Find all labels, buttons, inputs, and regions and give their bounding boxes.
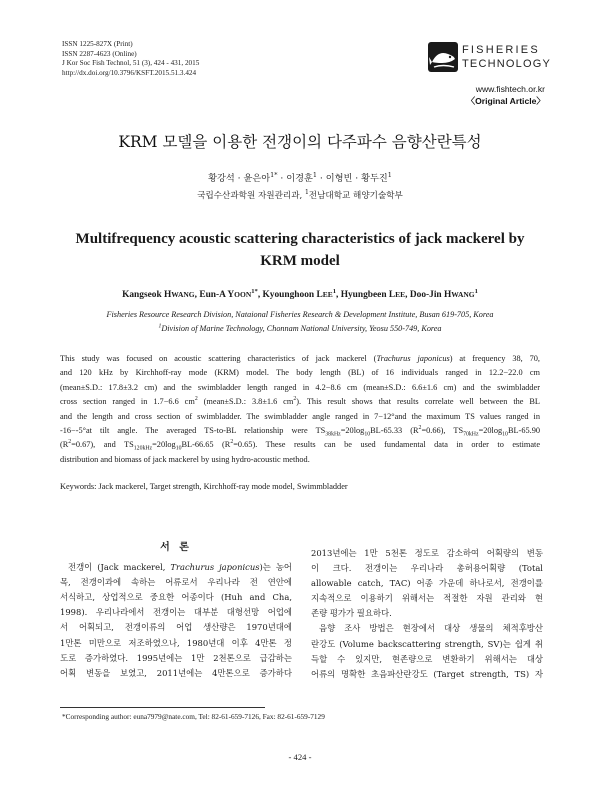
body-column-left: [60, 540, 292, 681]
affiliation-2: $^1$Division of Marine Technology, Chonnam National University, Yeosu 550-749, Korea: [158, 322, 442, 333]
journal-metadata: [62, 40, 199, 78]
body-line: 1998). 우리나라에서 전갱이는 대부분 대형선망 어업에: [60, 607, 292, 618]
abstract-line: and 120 kHz by Kirchhoff-ray mode (KRM) model. The body length (BL) of 16 individuals ranged in 12.2−22.0 cm: [60, 368, 540, 378]
body-line: allowable catch, TAC) 어종 가운데 하나로서, 전갱이를: [311, 578, 543, 589]
english-title: Multifrequency acoustic scattering characteristics of jack mackerel by KRM model: [75, 231, 525, 269]
corresponding-author-footnote: *Corresponding author: euna7979@nate.com, Tel: 82-61-659-7126, Fax: 82-61-659-7129: [62, 712, 325, 721]
doi-link[interactable]: http://dx.doi.org/10.3796/KSFT.2015.51.3.424: [62, 68, 197, 77]
abstract-line: cross section ranged in 1.7−6.6 $cm^2$ (mean±S.D.: 3.8±1.6 $cm^2$). This result shows that results correlate well between the BL: [60, 396, 540, 407]
abstract-line: $(R^2=0.67)$, and $TS_{120kHz}=20\log_{10}BL-66.65$ $(R^2=0.65)$. These results can be used fundamental data in order to estimate: [60, 439, 541, 453]
body-line: 도로 증가하였다. 1995년에는 1만 2천톤으로 급감하는: [60, 652, 292, 663]
english-authors: Kangseok HWANG, Eun-A $YOON^{1*}$, Kyounghoon LEE$^1$, Hyungbeen LEE, Doo-Jin HWANG$^1$: [122, 287, 478, 300]
abstract: [60, 352, 540, 467]
issn-online: ISSN 2287-4623 (Online): [62, 49, 137, 58]
body-line: 서 어획되고, 전갱이류의 어업 생산량은 1970년대에: [60, 622, 292, 633]
body-line: 2013년에는 1만 5천톤 정도로 감소하여 어획량의 변동: [311, 548, 543, 558]
body-line: 전갱이 (Jack mackerel, Trachurus japonicus)는 농어: [68, 562, 292, 573]
abstract-line: (mean±S.D.: 17.8±3.2 cm) and the swimbladder length ranged in 4.2−8.6 cm (mean±S.D.: 6.6±1.6 cm) and the swimbladder: [60, 382, 540, 392]
abstract-line: distribution and biomass of jack mackerel by using hydro-acoustic method.: [60, 454, 310, 464]
body-line: 존량 평가가 필요하다.: [311, 608, 392, 619]
page-number: - 424 -: [288, 752, 312, 762]
body-line: 목, 전갱이과에 속하는 어류로서 우리나라 전 연안에: [60, 577, 292, 588]
journal-logo: [428, 40, 552, 76]
issn-print: ISSN 1225-827X (Print): [62, 40, 133, 48]
footnote-divider: [60, 707, 265, 708]
body-line: 음향 조사 방법은 현장에서 대상 생물의 체적후방산: [319, 623, 543, 634]
affiliation-1: Fisheries Resource Research Division, Nataional Fisheries Research & Development Institute, Busan 619-705, Korea: [106, 310, 494, 319]
body-column-right: [311, 546, 543, 682]
journal-website[interactable]: www.fishtech.or.kr: [475, 84, 545, 94]
journal-citation: J Kor Soc Fish Technol, 51 (3), 424 - 431, 2015: [62, 59, 200, 68]
article-type: 〈Original Article〉: [466, 96, 545, 106]
logo-text-line2: TECHNOLOGY: [462, 58, 552, 70]
body-line: 어획 변동을 보였고, 2011년에는 4만톤으로 증가하다: [60, 667, 292, 678]
abstract-line: This study was focused on acoustic scattering characteristics of jack mackerel (Trachurus japonicus) at frequency 38, 70,: [60, 354, 540, 363]
body-line: 란강도 (Volume backscattering strength, SV)는 쉽게 취: [311, 638, 543, 649]
body-line: 1만톤 미만으로 저조하였으나, 1980년대 이후 4만톤 정: [60, 637, 292, 648]
body-line: 어류의 명확한 초음파산란강도 (Target strength, TS) 자: [311, 668, 543, 679]
body-line: 서식하고, 상업적으로 중요한 어종이다 (Huh and Cha,: [60, 592, 292, 603]
keywords: Keywords: Jack mackerel, Target strength, Kirchhoff-ray mode model, Swimmbladder: [60, 482, 348, 491]
body-line: 지속적으로 이용하기 위해서는 적절한 자원 관리와 현: [311, 593, 543, 604]
korean-affiliation: 국립수산과학원 자원관리과, $^1$전남대학교 해양기술학부: [197, 189, 403, 201]
abstract-line: and the length and cross section of swimbladder. The swimbladder angle ranged in 7−12°and the maximum TS values ranged in: [60, 411, 540, 421]
abstract-line: -16−-5°at tilt angle. The averaged TS-to-BL relationship were $TS_{38kHz}=20\log_{10}BL-65.33$ $(R^2=0.66)$, $TS_{70kHz}=20\log_{10}BL-65.90$: [60, 425, 540, 438]
logo-text-line1: FISHERIES: [462, 44, 540, 56]
korean-title: KRM 모델을 이용한 전갱이의 다주파수 음향산란특성: [118, 133, 482, 151]
fish-logo-icon: [428, 42, 458, 72]
body-line: 이 크다. 전갱이는 우리나라 총허용어획량 (Total: [311, 563, 543, 574]
korean-authors: 황강석 · 윤은아$^{1*}$ · 이경훈$^1$ · 이형빈 · 황두진$^1$: [208, 170, 392, 184]
section-title: 서 론: [160, 542, 192, 553]
english-affiliations: [0, 308, 600, 335]
body-line: 득할 수 있지만, 현존량으로 변환하기 위해서는 대상: [311, 653, 543, 664]
